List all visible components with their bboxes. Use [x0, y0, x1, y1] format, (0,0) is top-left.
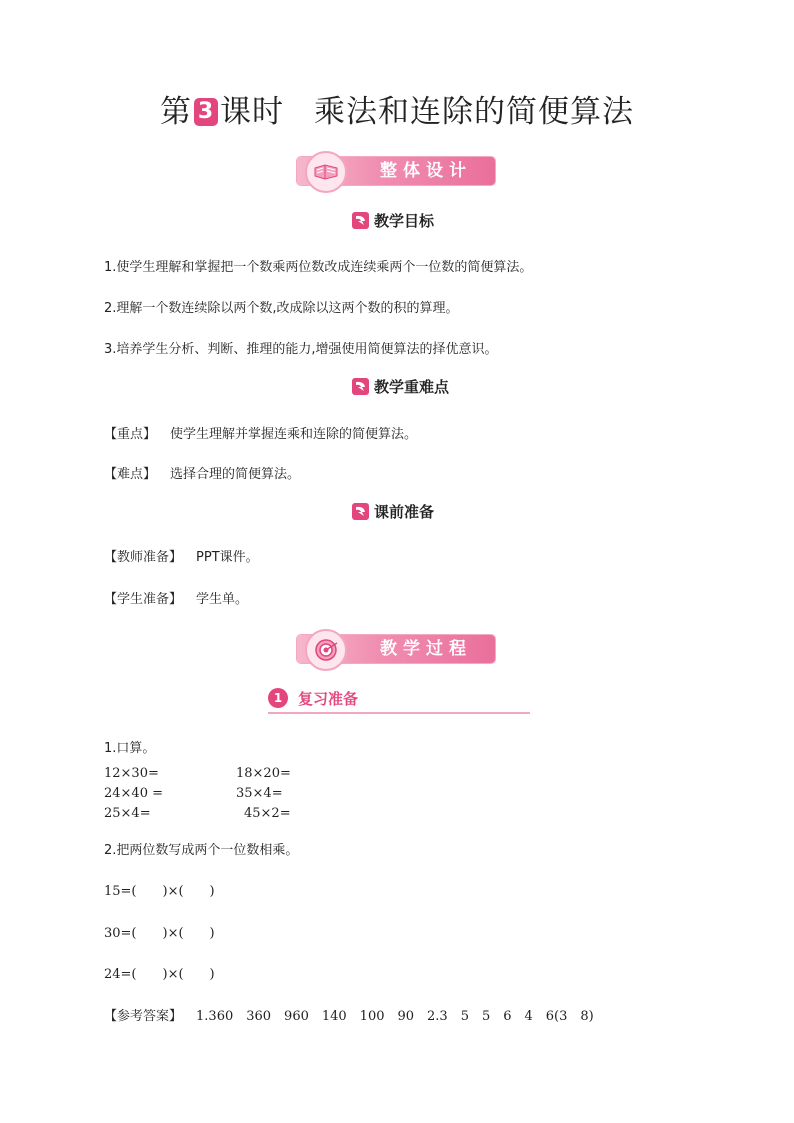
book-icon — [305, 151, 347, 193]
goals-heading-text: 教学目标 — [374, 212, 435, 230]
question-2-title: 2.把两位数写成两个一位数相乘。 — [104, 843, 299, 858]
goal-item: 3.培养学生分析、判断、推理的能力,增强使用简便算法的择优意识。 — [104, 342, 498, 357]
oral-calc-right: 45×2= — [244, 806, 291, 821]
title-prefix: 第 — [160, 94, 192, 130]
answer-text: 1.360 360 960 140 100 90 2.3 5 5 6 4 6(3 8) — [196, 1009, 594, 1024]
key-label: 【重点】 — [104, 427, 157, 442]
goals-heading — [352, 210, 434, 232]
section-review-heading — [268, 686, 530, 714]
question-1-title: 1.口算。 — [104, 741, 156, 756]
oral-calc-left: 24×40 = — [104, 786, 164, 801]
bookmark-icon — [352, 378, 369, 395]
title-suffix: 课时 — [220, 94, 284, 130]
target-icon — [305, 629, 347, 671]
teacher-prep-label: 【教师准备】 — [104, 550, 183, 565]
page-title — [0, 86, 794, 131]
key-text: 使学生理解并掌握连乘和连除的简便算法。 — [170, 427, 418, 442]
teacher-prep-row — [104, 546, 259, 565]
goal-item: 2.理解一个数连续除以两个数,改成除以这两个数的积的算理。 — [104, 301, 459, 316]
key-point-row — [104, 423, 417, 442]
student-prep-text: 学生单。 — [196, 592, 249, 607]
bookmark-icon — [352, 503, 369, 520]
goal-item: 1.使学生理解和掌握把一个数乘两位数改成连续乘两个一位数的简便算法。 — [104, 260, 533, 275]
keypoints-heading-text: 教学重难点 — [374, 378, 450, 396]
teacher-prep-text: PPT课件。 — [196, 550, 259, 565]
difficulty-text: 选择合理的简便算法。 — [170, 467, 301, 482]
factor-item: 30=( )×( ) — [104, 926, 215, 941]
bookmark-icon — [352, 212, 369, 229]
difficulty-row — [104, 463, 300, 482]
answer-label: 【参考答案】 — [104, 1009, 183, 1024]
title-topic: 乘法和连除的简便算法 — [314, 94, 634, 130]
difficulty-label: 【难点】 — [104, 467, 157, 482]
student-prep-row — [104, 588, 248, 607]
prep-heading-text: 课前准备 — [374, 503, 435, 521]
oral-calc-left: 12×30= — [104, 766, 159, 781]
student-prep-label: 【学生准备】 — [104, 592, 183, 607]
oral-calc-left: 25×4= — [104, 806, 151, 821]
lesson-number-badge: 3 — [194, 98, 218, 126]
teaching-process-banner — [297, 635, 495, 663]
factor-item: 15=( )×( ) — [104, 884, 215, 899]
factor-item: 24=( )×( ) — [104, 967, 215, 982]
oral-calc-right: 35×4= — [236, 786, 283, 801]
keypoints-heading — [352, 376, 449, 398]
banner-label: 整体设计 — [380, 161, 472, 181]
reference-answer-row — [104, 1005, 594, 1024]
oral-calc-right: 18×20= — [236, 766, 291, 781]
overall-design-banner — [297, 157, 495, 185]
banner-label: 教学过程 — [380, 639, 472, 659]
section-label: 复习准备 — [298, 690, 359, 708]
section-number: 1 — [268, 688, 288, 708]
prep-heading — [352, 501, 434, 523]
